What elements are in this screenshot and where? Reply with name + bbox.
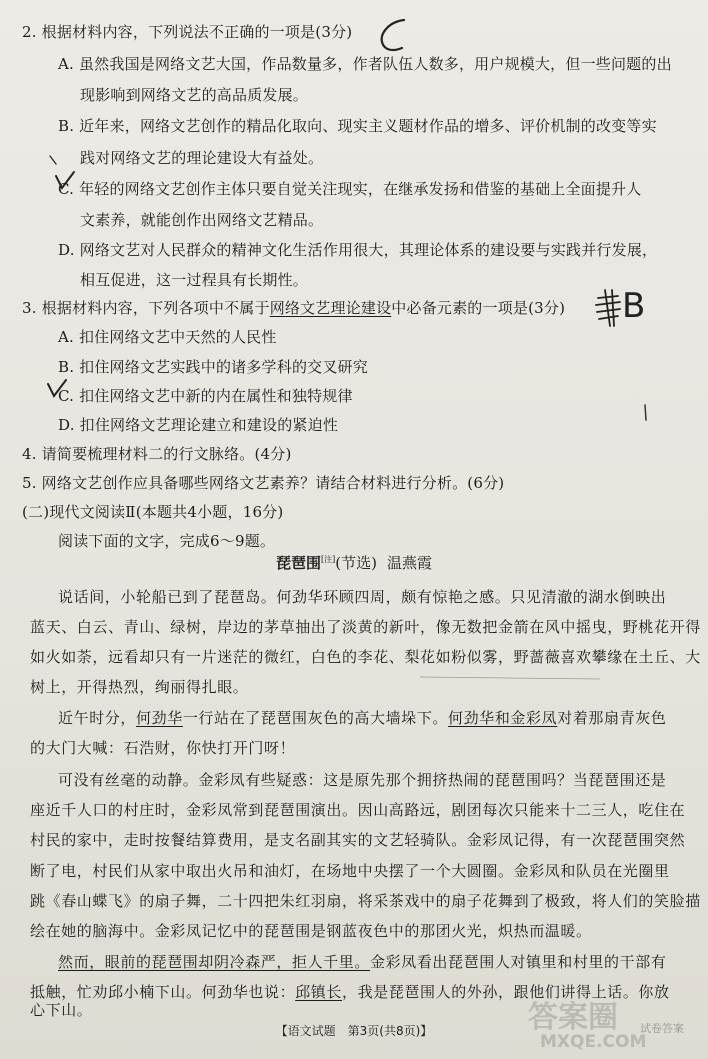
title-author: 温燕霞 <box>386 554 432 572</box>
watermark-channel: 试卷答案 <box>640 1022 684 1035</box>
q5-stem: 5. 网络文艺创作应具备哪些网络文艺素养？请结合材料进行分析。(6分) <box>22 474 505 492</box>
p3-line4: 断了电，村民们从家中取出火吊和油灯，在场地中央摆了一个大圆圈。金彩凤和队员在光圈里 <box>30 862 670 880</box>
p3-line2: 座近千人口的村庄时，金彩凤常到琵琶围演出。因山高路远，剧团每次只能来十二三人，吃住在 <box>30 801 686 819</box>
title-sub: (节选) <box>335 554 377 572</box>
watermark-url: MXQE.COM <box>540 1032 647 1052</box>
q3-stem <box>22 298 565 318</box>
p3-line5: 跳《春山蝶飞》的扇子舞，二十四把朱红羽扇，将采茶戏中的扇子花舞到了极致，将人们的笑脸描 <box>30 892 701 910</box>
q3-option-a: A. 扣住网络文艺中天然的人民性 <box>58 328 277 346</box>
q2-option-d-line1: D. 网络文艺对人民群众的精神文化生活作用很大，其理论体系的建设要与实践并行发展， <box>58 241 658 259</box>
p4-text-a: 抵触，忙劝邱小楠下山。何劲华也说： <box>30 983 296 1001</box>
q2-option-b-line1: B. 近年来，网络文艺创作的精品化取向、现实主义题材作品的增多、评价机制的改变等实 <box>58 117 657 135</box>
p2-text-b: 一行站在了琵琶围灰色的高大墙垛下。 <box>182 709 449 727</box>
p3-line6: 绘在她的脑海中。金彩凤记忆中的琵琶围是钢蓝夜色中的那团火光，炽热而温暖。 <box>30 922 592 940</box>
watermark-logo-text: 答案圈 <box>528 1000 618 1035</box>
p3-line1: 可没有丝毫的动静。金彩凤有些疑惑：这是原先那个拥挤热闹的琵琶围吗？当琵琶围还是 <box>58 771 667 789</box>
q3-option-b: B. 扣住网络文艺实践中的诸多学科的交叉研究 <box>58 358 368 376</box>
scribble-mark <box>596 290 620 326</box>
p1-line1: 说话间，小轮船已到了琵琶岛。何劲华环顾四周，颇有惊艳之感。只见清澈的湖水倒映出 <box>58 588 667 606</box>
p1-line3: 如火如荼，远看却只有一片迷茫的微红，白色的李花、梨花如粉似雾，野蔷薇喜欢攀缘在土丘、大 <box>30 648 701 666</box>
p2-text-c: 对着那扇青灰色 <box>557 709 667 727</box>
p1-line4: 树上，开得热烈，绚丽得扎眼。 <box>30 678 249 696</box>
q3-option-d: D. 扣住网络文艺理论建立和建设的紧迫性 <box>58 416 339 434</box>
q3-stem-underlined: 网络文艺理论建设 <box>269 299 392 317</box>
faint-underline <box>420 677 600 679</box>
p2-line2: 的大门大喊：石浩财，你快打开门呀！ <box>30 739 296 757</box>
p4-line1 <box>58 952 666 972</box>
q3-stem-post: 中必备元素的一项是(3分) <box>391 299 566 317</box>
check-mark-q2b <box>50 156 56 164</box>
q2-option-c-line2: 文素养，就能创作出网络文艺精品。 <box>80 211 324 229</box>
reading-instruction: 阅读下面的文字，完成6～9题。 <box>58 532 276 550</box>
p4-underline-1: 然而，眼前的琵琶围却阴冷森严，拒人千里。 <box>58 953 371 971</box>
passage-title <box>0 552 708 573</box>
handwritten-c-mark <box>382 20 404 50</box>
title-main: 琵琶围 <box>276 554 322 572</box>
q3-option-c: C. 扣住网络文艺中新的内在属性和独特规律 <box>58 387 353 405</box>
q2-option-a-line1: A. 虽然我国是网络文艺大国，作品数量多，作者队伍人数多，用户规模大，但一些问题的出 <box>58 55 672 73</box>
handwritten-answer-b: B <box>622 286 646 326</box>
section-heading: (二)现代文阅读Ⅱ(本题共4小题，16分) <box>22 503 284 521</box>
p4-underline-2: 邱镇长 <box>295 983 343 1001</box>
stray-tick <box>645 405 646 420</box>
p4-text-b: 金彩凤看出琵琶围人对镇里和村里的干部有 <box>370 953 667 971</box>
q4-stem: 4. 请简要梳理材料二的行文脉络。(4分) <box>22 445 292 463</box>
p4-line3: 心下山。 <box>30 1001 93 1019</box>
title-note: [注] <box>321 555 336 564</box>
p3-line3: 村民的家中，走时按餐结算费用，是支名副其实的文艺轻骑队。金彩凤记得，有一次琵琶围突然 <box>30 831 686 849</box>
q2-option-d-line2: 相互促进，这一过程具有长期性。 <box>80 271 309 289</box>
p2-underline-2: 何劲华和金彩凤 <box>448 709 558 727</box>
q3-stem-pre: 3. 根据材料内容，下列各项中不属于 <box>22 299 270 317</box>
p2-line1 <box>58 708 666 728</box>
q2-option-b-line2: 践对网络文艺的理论建设大有益处。 <box>80 149 324 167</box>
p2-text-a: 近午时分， <box>58 709 137 727</box>
p2-underline-1: 何劲华 <box>136 709 183 727</box>
p4-text-c: ，我是琵琶围人的外孙，跟他们讲得上话。你放 <box>342 983 670 1001</box>
q2-option-c-line1: C. 年轻的网络文艺创作主体只要自觉关注现实，在继承发扬和借鉴的基础上全面提升人 <box>58 180 642 198</box>
q2-option-a-line2: 现影响到网络文艺的高品质发展。 <box>80 86 309 104</box>
p1-line2: 蓝天、白云、青山、绿树，岸边的茅草抽出了淡黄的新叶，像无数把金箭在风中摇曳，野桃花开得 <box>30 618 701 636</box>
q2-stem: 2. 根据材料内容，下列说法不正确的一项是(3分) <box>22 23 353 41</box>
page-footer: 【语文试题 第3页(共8页)】 <box>275 1024 433 1038</box>
